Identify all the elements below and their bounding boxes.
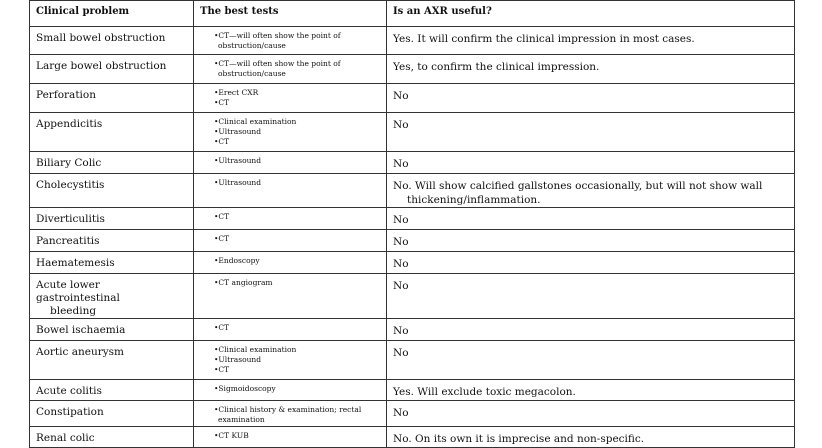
best-tests bbox=[194, 380, 387, 401]
answer-text: No bbox=[393, 347, 409, 359]
axr-useful bbox=[387, 230, 795, 252]
answer-text: No bbox=[393, 258, 409, 270]
test-item: •CT bbox=[214, 365, 230, 374]
problem-text: Haematemesis bbox=[36, 257, 115, 269]
answer-text: No bbox=[393, 407, 409, 419]
test-item: •CT—will often show the point of obstruction/cause bbox=[214, 31, 341, 50]
answer-text: No. On its own it is imprecise and non-specific. bbox=[393, 433, 645, 445]
best-tests bbox=[194, 274, 387, 319]
clinical-table bbox=[29, 0, 795, 448]
problem-text: Appendicitis bbox=[36, 118, 103, 130]
best-tests bbox=[194, 84, 387, 113]
axr-useful bbox=[387, 341, 795, 380]
axr-useful bbox=[387, 152, 795, 174]
test-item: •CT KUB bbox=[214, 431, 249, 440]
table-row bbox=[30, 84, 795, 113]
test-item: •Endoscopy bbox=[214, 256, 260, 265]
table-row bbox=[30, 380, 795, 401]
header-axr-useful: Is an AXR useful? bbox=[387, 1, 795, 27]
answer-text: No bbox=[393, 325, 409, 337]
test-item: •Clinical history & examination; rectal examination bbox=[214, 405, 362, 424]
answer-text: Yes. It will confirm the clinical impression in most cases. bbox=[393, 33, 695, 45]
test-item: •Ultrasound bbox=[214, 355, 262, 364]
clinical-problem bbox=[30, 427, 194, 448]
problem-text: Bowel ischaemia bbox=[36, 324, 126, 336]
problem-text: Cholecystitis bbox=[36, 179, 105, 191]
test-item: •Clinical examination bbox=[214, 345, 297, 354]
answer-text: No bbox=[393, 214, 409, 226]
best-tests bbox=[194, 230, 387, 252]
answer-text: Yes, to confirm the clinical impression. bbox=[393, 61, 600, 73]
clinical-problem bbox=[30, 319, 194, 341]
test-item: •Ultrasound bbox=[214, 156, 262, 165]
axr-useful bbox=[387, 27, 795, 55]
table-row bbox=[30, 174, 795, 208]
table-row bbox=[30, 319, 795, 341]
clinical-problem bbox=[30, 401, 194, 427]
best-tests bbox=[194, 427, 387, 448]
test-item: •CT—will often show the point of obstruction/cause bbox=[214, 59, 341, 78]
header-best-tests: The best tests bbox=[194, 1, 387, 27]
axr-useful bbox=[387, 84, 795, 113]
clinical-problem bbox=[30, 174, 194, 208]
axr-useful bbox=[387, 380, 795, 401]
test-item: •CT bbox=[214, 234, 230, 243]
axr-useful bbox=[387, 319, 795, 341]
test-item: •Ultrasound bbox=[214, 178, 262, 187]
problem-text: Aortic aneurysm bbox=[36, 346, 125, 358]
best-tests bbox=[194, 208, 387, 230]
axr-useful bbox=[387, 401, 795, 427]
axr-useful bbox=[387, 427, 795, 448]
test-item: •CT bbox=[214, 137, 230, 146]
problem-text: Renal colic bbox=[36, 432, 95, 444]
problem-text: Constipation bbox=[36, 406, 104, 418]
table-row bbox=[30, 341, 795, 380]
clinical-problem bbox=[30, 274, 194, 319]
answer-text: No bbox=[393, 236, 409, 248]
problem-text: Biliary Colic bbox=[36, 157, 102, 169]
answer-text: Yes. Will exclude toxic megacolon. bbox=[393, 386, 576, 398]
answer-text-cont: thickening/inflammation. bbox=[407, 194, 541, 206]
header-row bbox=[30, 1, 795, 27]
clinical-problem bbox=[30, 230, 194, 252]
table-row bbox=[30, 27, 795, 55]
problem-text: Acute colitis bbox=[36, 385, 102, 397]
problem-text: Perforation bbox=[36, 89, 96, 101]
table-row bbox=[30, 252, 795, 274]
best-tests bbox=[194, 113, 387, 152]
table-row bbox=[30, 274, 795, 319]
best-tests bbox=[194, 27, 387, 55]
test-item: •Erect CXR bbox=[214, 88, 259, 97]
table-row bbox=[30, 55, 795, 84]
clinical-problem bbox=[30, 252, 194, 274]
axr-useful bbox=[387, 208, 795, 230]
axr-useful bbox=[387, 174, 795, 208]
test-item: •CT bbox=[214, 98, 230, 107]
test-item: •Sigmoidoscopy bbox=[214, 384, 276, 393]
answer-text: No. Will show calcified gallstones occasionally, but will not show wall bbox=[393, 180, 763, 192]
table-row bbox=[30, 401, 795, 427]
problem-text-cont: bleeding bbox=[50, 305, 97, 317]
best-tests bbox=[194, 401, 387, 427]
clinical-problem bbox=[30, 152, 194, 174]
problem-text: Diverticulitis bbox=[36, 213, 105, 225]
clinical-problem bbox=[30, 55, 194, 84]
problem-text: Acute lower gastrointestinal bbox=[36, 279, 120, 304]
test-item: •Clinical examination bbox=[214, 117, 297, 126]
header-clinical-problem: Clinical problem bbox=[30, 1, 194, 27]
table-row bbox=[30, 427, 795, 448]
test-item: •CT angiogram bbox=[214, 278, 273, 287]
answer-text: No bbox=[393, 90, 409, 102]
problem-text: Pancreatitis bbox=[36, 235, 100, 247]
clinical-problem bbox=[30, 380, 194, 401]
best-tests bbox=[194, 152, 387, 174]
answer-text: No bbox=[393, 280, 409, 292]
axr-useful bbox=[387, 113, 795, 152]
best-tests bbox=[194, 174, 387, 208]
test-item: •CT bbox=[214, 212, 230, 221]
best-tests bbox=[194, 55, 387, 84]
best-tests bbox=[194, 252, 387, 274]
answer-text: No bbox=[393, 158, 409, 170]
table-row bbox=[30, 208, 795, 230]
best-tests bbox=[194, 319, 387, 341]
test-item: •Ultrasound bbox=[214, 127, 262, 136]
test-item: •CT bbox=[214, 323, 230, 332]
clinical-problem bbox=[30, 341, 194, 380]
table-row bbox=[30, 152, 795, 174]
problem-text: Large bowel obstruction bbox=[36, 60, 167, 72]
axr-useful bbox=[387, 55, 795, 84]
clinical-problem bbox=[30, 113, 194, 152]
clinical-problem bbox=[30, 84, 194, 113]
table-row bbox=[30, 113, 795, 152]
best-tests bbox=[194, 341, 387, 380]
clinical-problem bbox=[30, 27, 194, 55]
problem-text: Small bowel obstruction bbox=[36, 32, 166, 44]
table-row bbox=[30, 230, 795, 252]
axr-useful bbox=[387, 252, 795, 274]
clinical-problem bbox=[30, 208, 194, 230]
axr-useful bbox=[387, 274, 795, 319]
answer-text: No bbox=[393, 119, 409, 131]
